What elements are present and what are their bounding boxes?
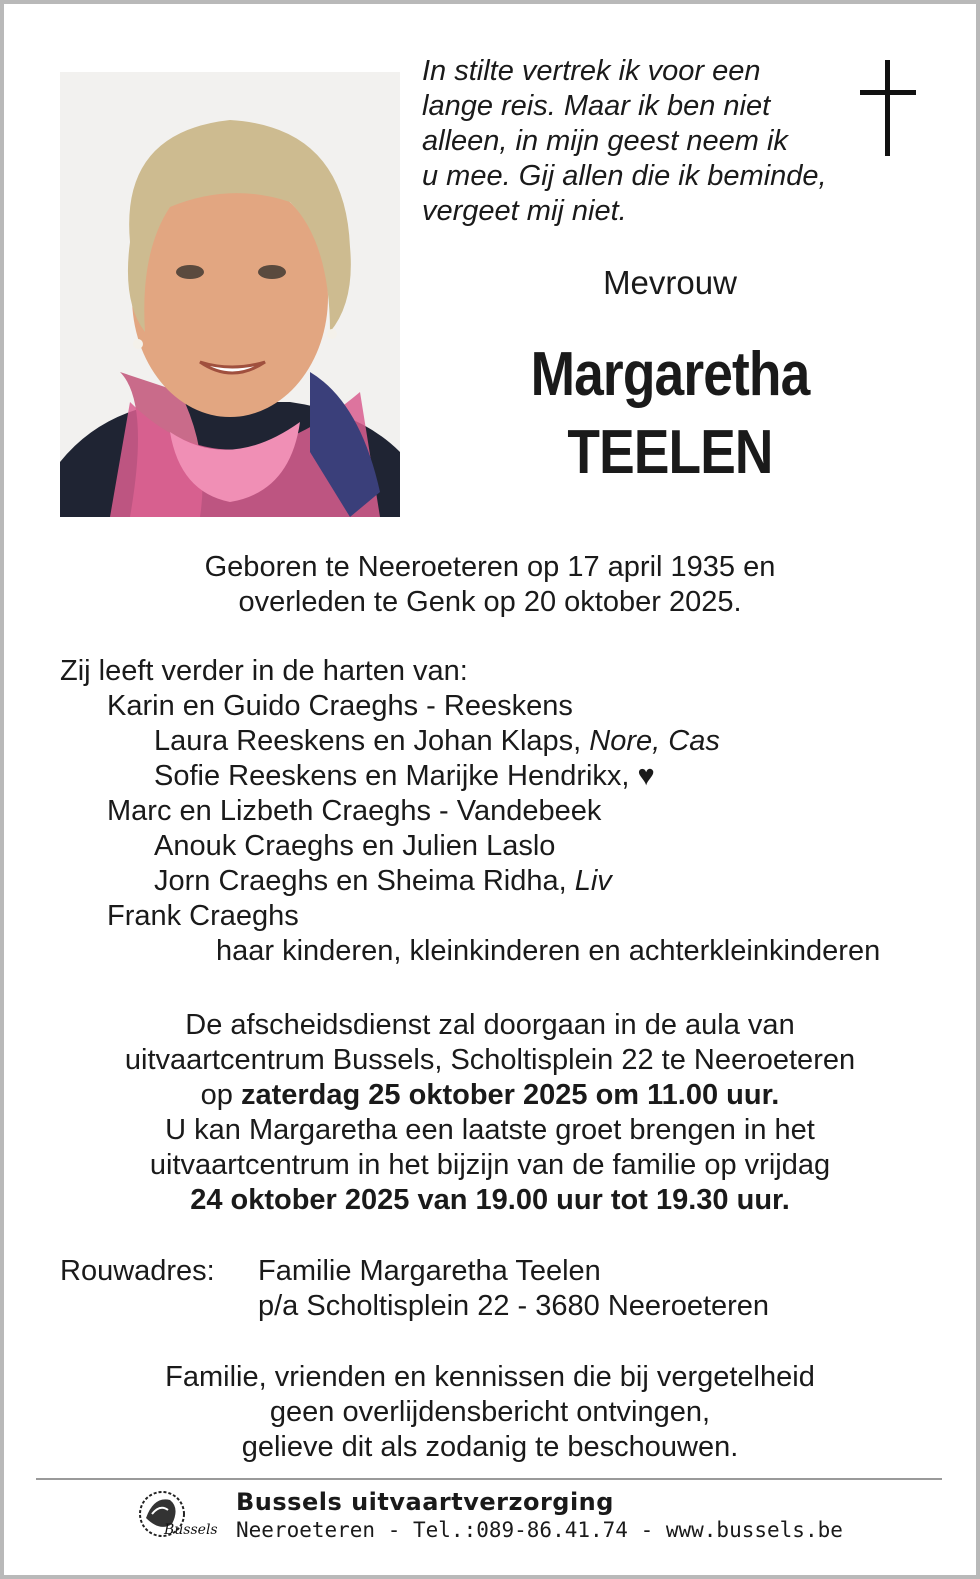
verse-line: u mee. Gij allen die ik beminde, bbox=[422, 160, 827, 192]
family-member: Anouk Craeghs en Julien Laslo bbox=[154, 830, 556, 862]
service-date-line: op zaterdag 25 oktober 2025 om 11.00 uur. bbox=[200, 1079, 780, 1111]
verse-line: vergeet mij niet. bbox=[422, 195, 627, 227]
family-relation: haar kinderen, kleinkinderen en achterkleinkinderen bbox=[216, 935, 881, 967]
service-line: De afscheidsdienst zal doorgaan in de aula van bbox=[185, 1009, 795, 1041]
verse-line: alleen, in mijn geest neem ik bbox=[422, 125, 788, 157]
bussels-logo-icon bbox=[132, 1488, 222, 1548]
service-line: uitvaartcentrum in het bijzijn van de familie op vrijdag bbox=[149, 1149, 831, 1181]
closing-line: gelieve dit als zodanig te beschouwen. bbox=[241, 1431, 739, 1463]
funeral-home-contact: Neeroeteren - Tel.:089-86.41.74 - www.bussels.be bbox=[236, 1518, 843, 1542]
closing-line: geen overlijdensbericht ontvingen, bbox=[269, 1396, 711, 1428]
family-list bbox=[60, 654, 940, 969]
verse-line: lange reis. Maar ik ben niet bbox=[422, 90, 771, 122]
family-member: Jorn Craeghs en Sheima Ridha, Liv bbox=[154, 865, 612, 897]
address-label: Rouwadres: bbox=[60, 1255, 215, 1287]
family-member: Laura Reeskens en Johan Klaps, Nore, Cas bbox=[154, 725, 720, 757]
address-lines bbox=[258, 1254, 769, 1324]
address-line: Familie Margaretha Teelen bbox=[258, 1255, 601, 1287]
salutation: Mevrouw bbox=[603, 264, 737, 301]
cross-icon bbox=[858, 60, 918, 160]
memorial-verse bbox=[422, 54, 862, 229]
visitation-date: 24 oktober 2025 van 19.00 uur tot 19.30 uur. bbox=[190, 1184, 790, 1216]
family-member: Marc en Lizbeth Craeghs - Vandebeek bbox=[107, 795, 602, 827]
closing-note bbox=[4, 1360, 976, 1465]
verse-line: In stilte vertrek ik voor een bbox=[422, 55, 761, 87]
footer-divider bbox=[36, 1478, 942, 1480]
logo-text: Bussels bbox=[164, 1522, 218, 1538]
birth-death-statement bbox=[4, 550, 976, 620]
service-line: U kan Margaretha een laatste groet brengen in het bbox=[165, 1114, 815, 1146]
service-line: uitvaartcentrum Bussels, Scholtisplein 22 te Neeroeteren bbox=[124, 1044, 856, 1076]
service-date: zaterdag 25 oktober 2025 om 11.00 uur. bbox=[240, 1079, 780, 1111]
portrait-photo bbox=[60, 72, 400, 517]
closing-line: Familie, vrienden en kennissen die bij vergetelheid bbox=[165, 1361, 815, 1393]
funeral-home-footer bbox=[236, 1488, 843, 1542]
funeral-home-name: Bussels uitvaartverzorging bbox=[236, 1488, 614, 1516]
deceased-first-name: Margaretha bbox=[530, 340, 810, 409]
funeral-service-info bbox=[4, 1008, 976, 1218]
died-line: overleden te Genk op 20 oktober 2025. bbox=[238, 586, 742, 618]
born-line: Geboren te Neeroeteren op 17 april 1935 en bbox=[204, 551, 776, 583]
address-line: p/a Scholtisplein 22 - 3680 Neeroeteren bbox=[258, 1290, 770, 1322]
family-member: Karin en Guido Craeghs - Reeskens bbox=[107, 690, 573, 722]
family-member: Sofie Reeskens en Marijke Hendrikx, ♥ bbox=[154, 760, 655, 792]
deceased-last-name: TEELEN bbox=[567, 418, 773, 487]
family-member: Frank Craeghs bbox=[107, 900, 299, 932]
family-intro: Zij leeft verder in de harten van: bbox=[60, 655, 468, 687]
